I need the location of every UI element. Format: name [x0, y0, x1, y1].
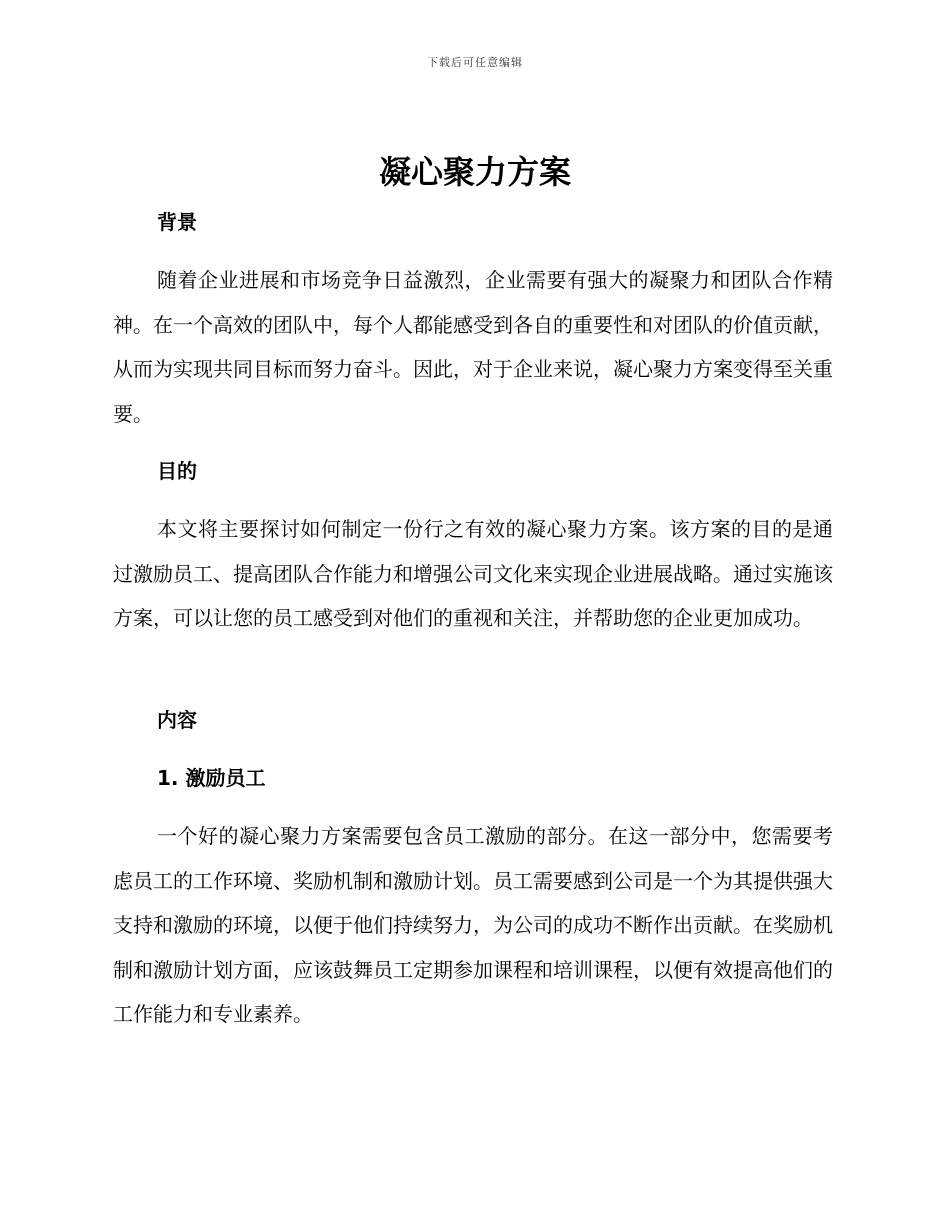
paragraph-background: 随着企业进展和市场竞争日益激烈，企业需要有强大的凝聚力和团队合作精神。在一个高效的团队中，每个人都能感受到各自的重要性和对团队的价值贡献，从而为实现共同目标而努力奋斗。因此，对于企业来说，凝心聚力方案变得至关重要。 — [113, 268, 833, 426]
paragraph-purpose: 本文将主要探讨如何制定一份行之有效的凝心聚力方案。该方案的目的是通过激励员工、提高团队合作能力和增强公司文化来实现企业进展战略。通过实施该方案，可以让您的员工感受到对他们的重视和关注，并帮助您的企业更加成功。 — [113, 517, 833, 630]
section-heading-purpose: 目的 — [157, 459, 197, 483]
document-title: 凝心聚力方案 — [378, 153, 571, 191]
section-heading-background: 背景 — [157, 210, 197, 234]
section-heading-content: 内容 — [157, 708, 197, 732]
header-note: 下载后可任意编辑 — [427, 56, 523, 69]
paragraph-motivate-employees: 一个好的凝心聚力方案需要包含员工激励的部分。在这一部分中，您需要考虑员工的工作环境、奖励机制和激励计划。员工需要感到公司是一个为其提供强大支持和激励的环境，以便于他们持续努力，为公司的成功不断作出贡献。在奖励机制和激励计划方面，应该鼓舞员工定期参加课程和培训课程，以便有效提高他们的工作能力和专业素养。 — [113, 824, 833, 1026]
subsection-heading-motivate-employees: 1. 激励员工 — [157, 766, 266, 790]
